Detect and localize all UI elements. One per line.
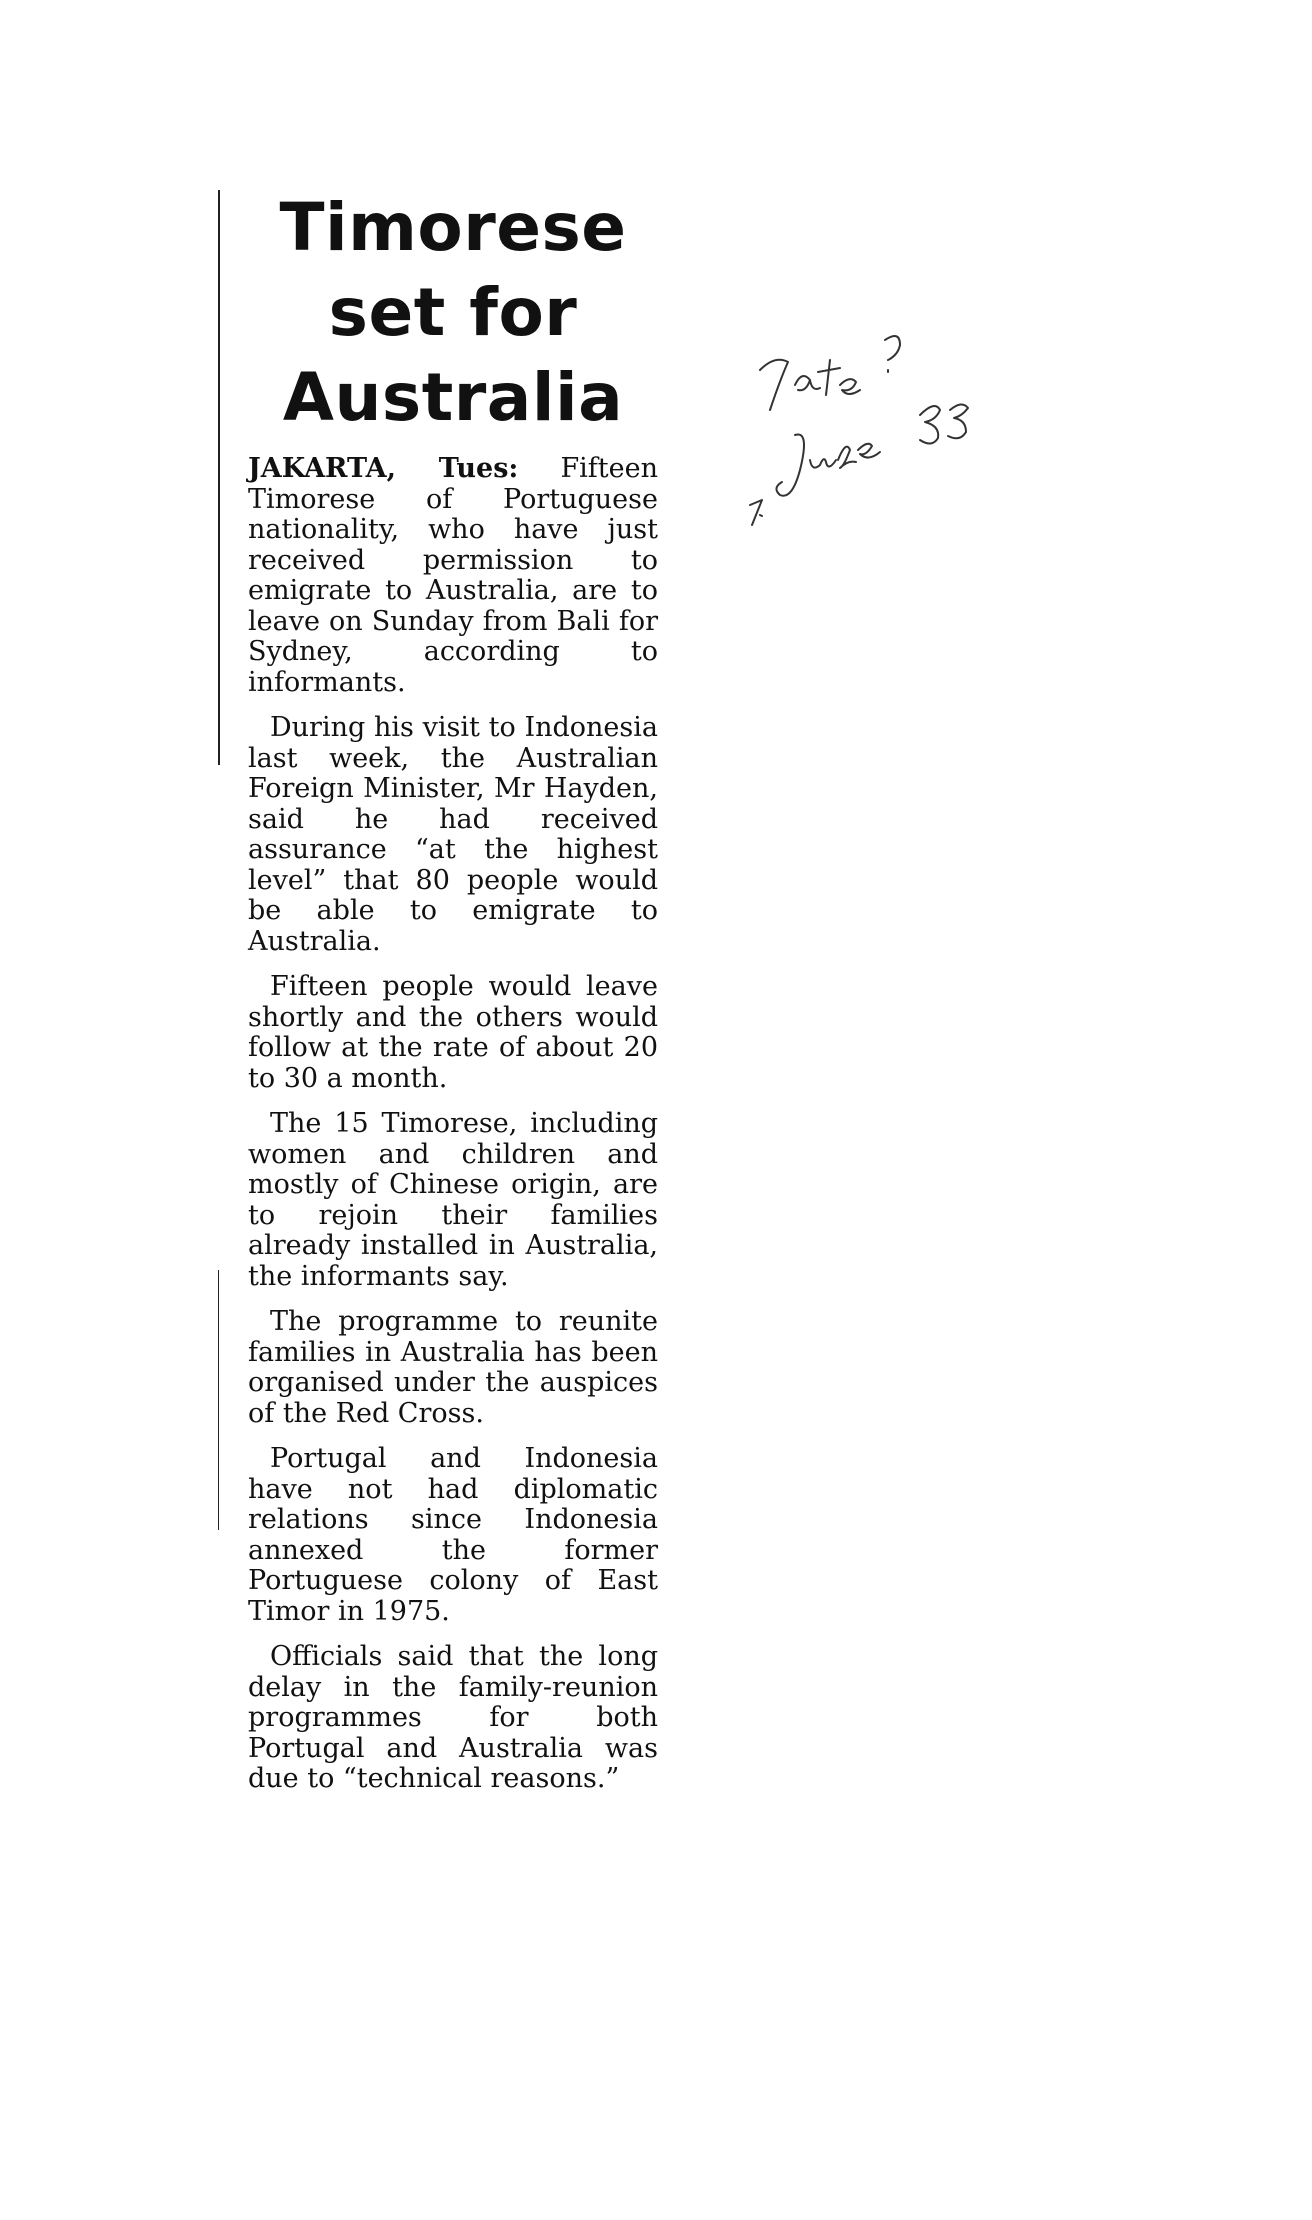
article-paragraph-3: Fifteen people would leave shortly and the others would follow at the rate of about 20 to 30 a month.: [248, 971, 658, 1094]
left-margin-rule-top: [218, 190, 220, 765]
headline-line-3: Australia: [282, 359, 624, 436]
handwritten-date-note: [740, 300, 1000, 600]
left-margin-rule-bottom: [218, 1270, 219, 1530]
article-paragraph-4: The 15 Timorese, including women and children and mostly of Chinese origin, are to rejoin their families already installed in Australia, the informants say.: [248, 1108, 658, 1292]
article-paragraph-7: Officials said that the long delay in the family-reunion programmes for both Portugal and Australia was due to “technical reasons.”: [248, 1641, 658, 1794]
paragraph-1-text: Fifteen Timorese of Portuguese nationality, who have just received permission to emigrate to Australia, are to leave on Sunday from Bali for Sydney, according to informants.: [248, 453, 658, 698]
dateline: JAKARTA, Tues:: [248, 453, 519, 484]
article-body: [248, 454, 658, 1795]
headline: [248, 185, 658, 440]
newspaper-clipping: [248, 185, 658, 1810]
headline-line-1: Timorese: [279, 189, 627, 266]
article-paragraph-5: The programme to reunite families in Australia has been organised under the auspices of the Red Cross.: [248, 1306, 658, 1429]
headline-line-2: set for: [328, 274, 578, 351]
article-paragraph-1: [248, 454, 658, 698]
article-paragraph-6: Portugal and Indonesia have not had diplomatic relations since Indonesia annexed the former Portuguese colony of East Timor in 1975.: [248, 1443, 658, 1627]
article-paragraph-2: During his visit to Indonesia last week, the Australian Foreign Minister, Mr Hayden, said he had received assurance “at the highest level” that 80 people would be able to emigrate to Australia.: [248, 712, 658, 957]
handwriting-scribble: [740, 300, 1000, 600]
